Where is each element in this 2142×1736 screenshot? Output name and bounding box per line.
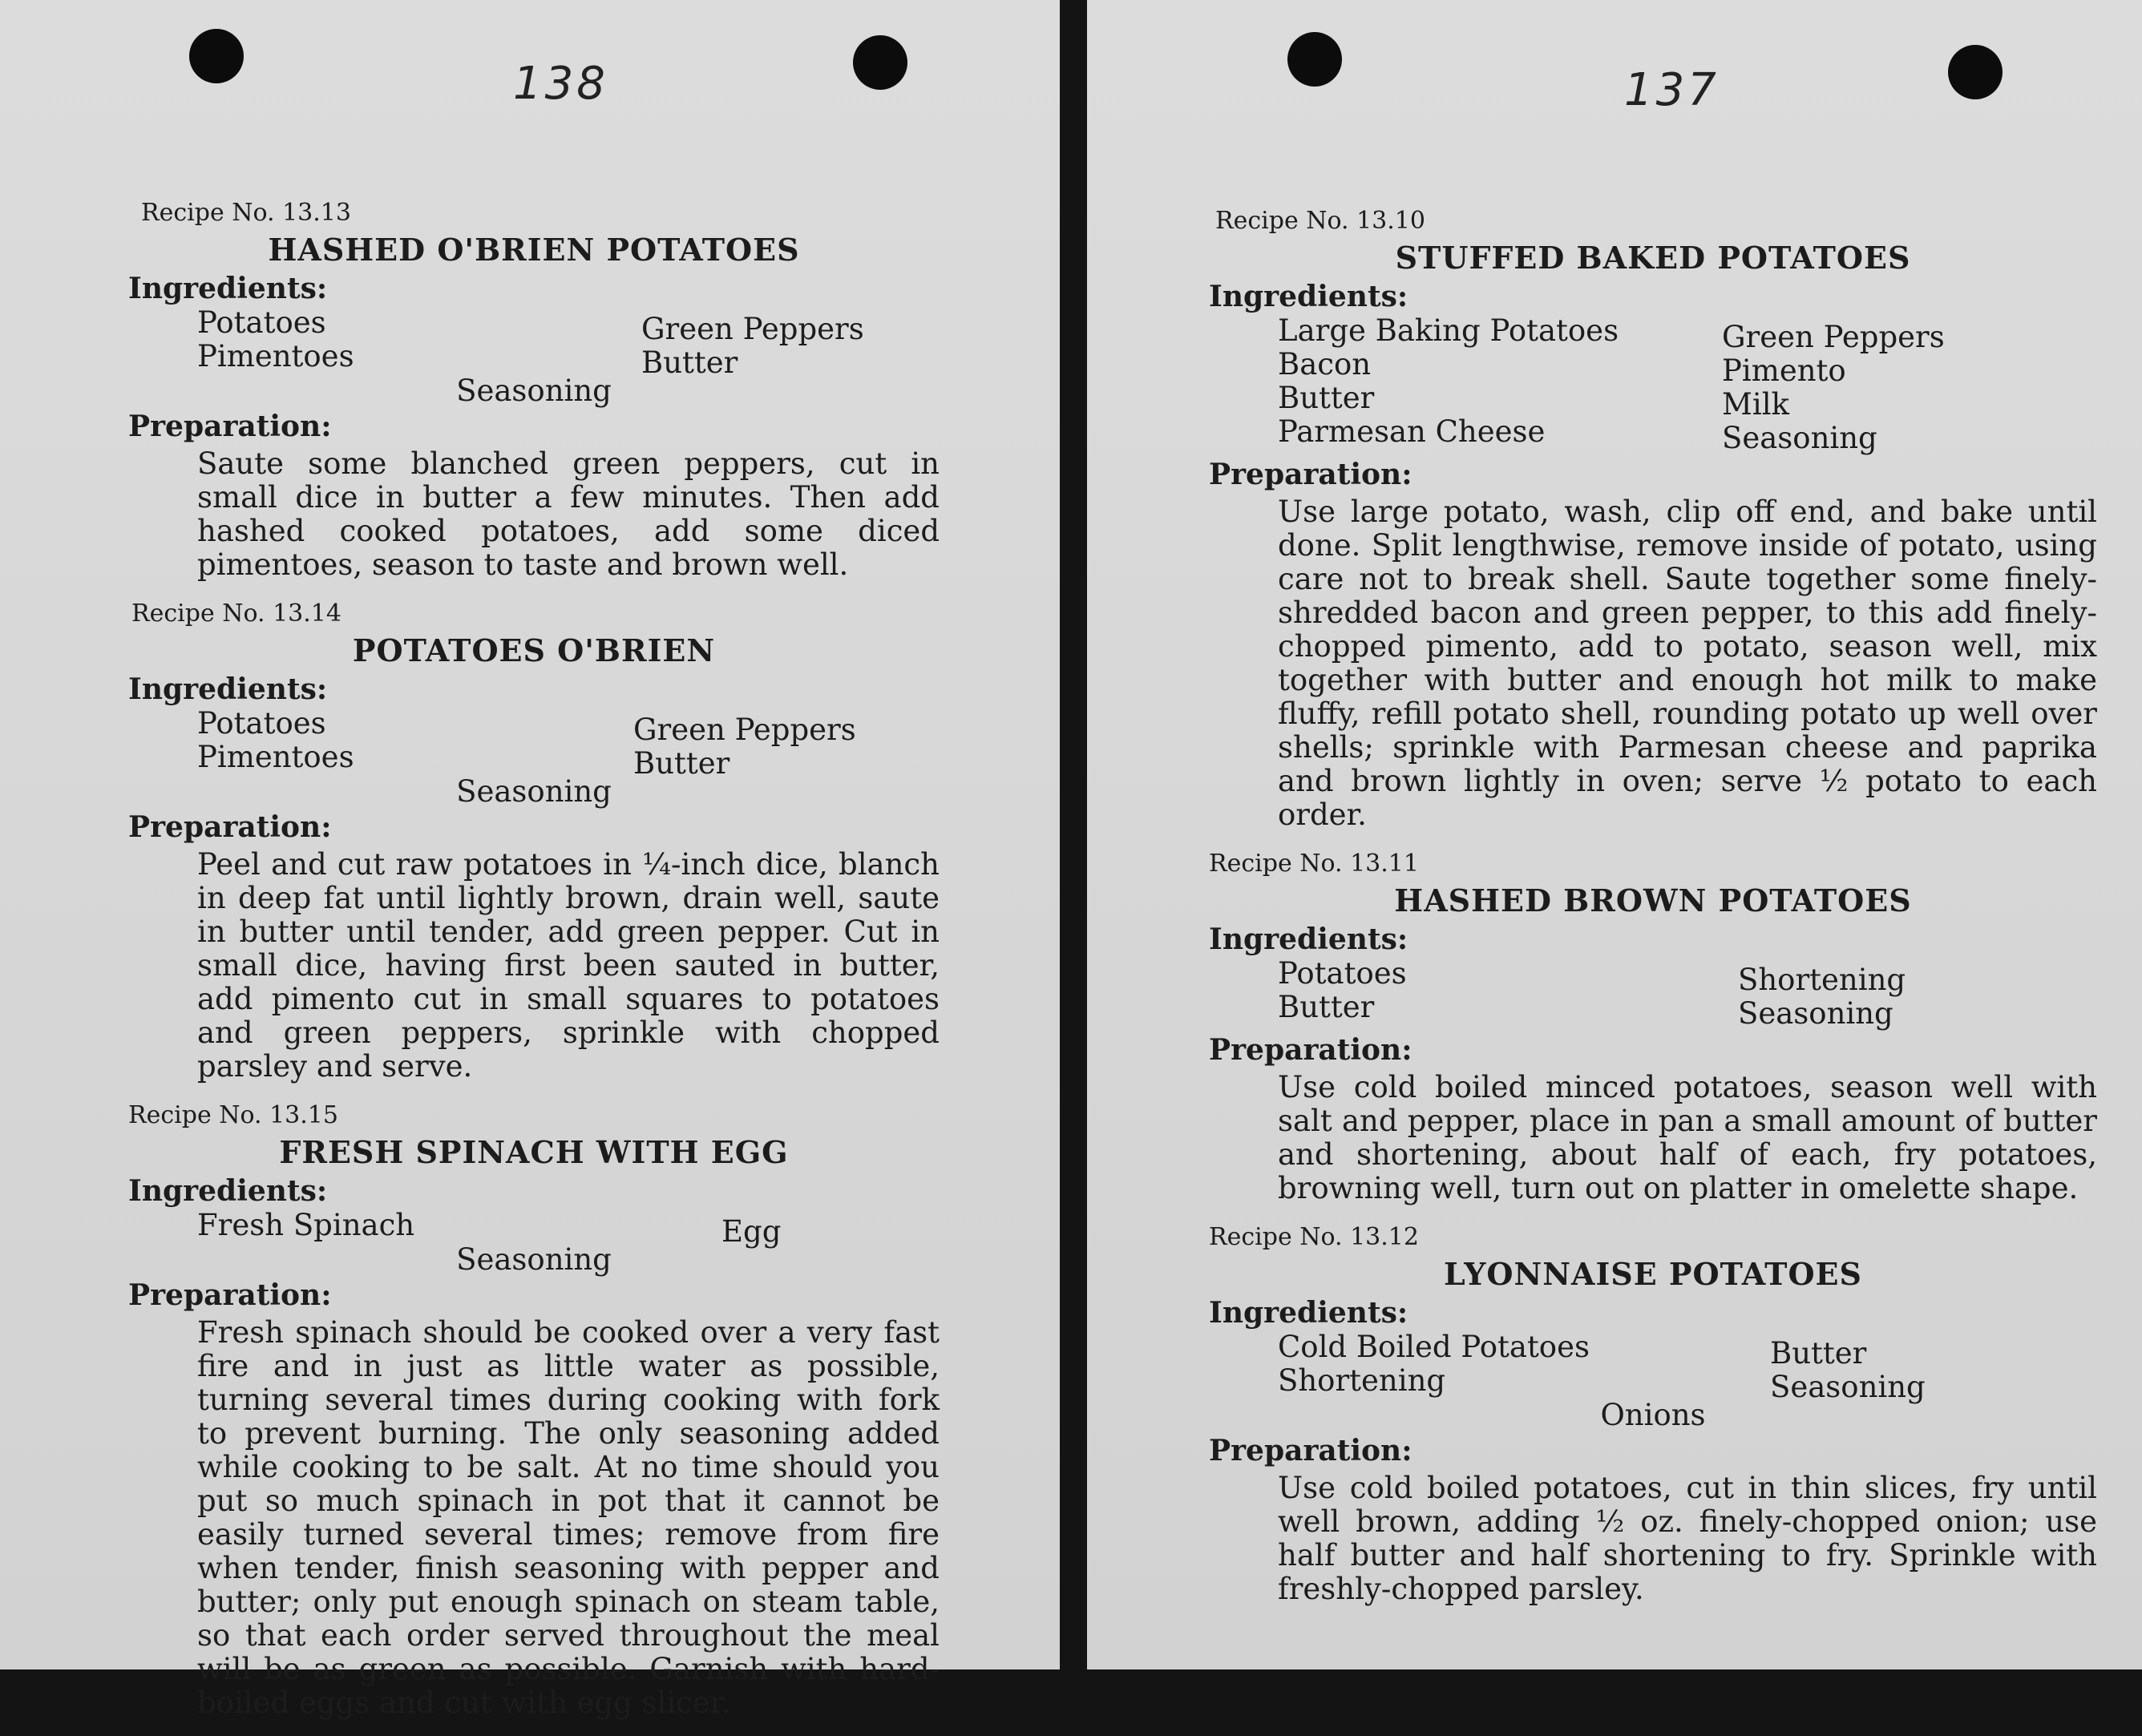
recipe-title: LYONNAISE POTATOES — [1444, 1256, 1862, 1292]
ingredients-label: Ingredients: — [1209, 923, 1408, 956]
ingredient: Butter — [1278, 990, 1375, 1024]
ingredient: Fresh Spinach — [197, 1208, 415, 1242]
ingredient: Shortening — [1738, 963, 1906, 997]
ingredients-list — [1209, 1330, 2097, 1404]
punch-hole — [853, 35, 907, 90]
recipe — [128, 1100, 940, 1720]
punch-hole — [189, 29, 244, 83]
preparation-label: Preparation: — [1209, 1033, 1413, 1067]
ingredients-column-right — [641, 313, 864, 380]
ingredient-center: Seasoning — [456, 373, 612, 408]
preparation-label: Preparation: — [128, 410, 332, 443]
ingredient: Pimentoes — [197, 339, 354, 373]
preparation-text: Use cold boiled minced potatoes, season well with salt and pepper, place in pan a small amount of butter and shortening, about half of each, fry potatoes, browning well, turn out on platter in omelette shape. — [1278, 1070, 2097, 1205]
ingredients-label: Ingredients: — [1209, 1296, 1408, 1330]
recipe-list — [128, 197, 940, 1736]
recipe-card-left — [0, 0, 1060, 1720]
recipe-number: Recipe No. 13.14 — [131, 600, 342, 628]
ingredient: Milk — [1722, 387, 1789, 422]
ingredients-column-right — [1770, 1337, 1926, 1404]
ingredient: Butter — [1770, 1336, 1867, 1371]
recipe-card-right — [1087, 0, 2142, 1669]
preparation-text: Use large potato, wash, clip off end, and bake until done. Split lengthwise, remove inside of potato, using care not to break shell. Saute together some finely-shredded bacon and green pepper, to this add finely-chopped pimento, add to potato, season well, mix together with butter and enough hot milk to make fluffy, refill potato shell, rounding potato up well over shells; sprinkle with Parmesan cheese and paprika and brown lightly in oven; serve ½ potato to each order. — [1278, 495, 2097, 832]
ingredients-column-right — [633, 713, 856, 781]
preparation-text: Peel and cut raw potatoes in ¼-inch dice, blanch in deep fat until lightly brown, drain well, saute in butter until tender, add green pepper. Cut in small dice, having first been sauted in butter, add pimento cut in small squares to potatoes and green peppers, sprinkle with chopped parsley and serve. — [197, 847, 940, 1084]
preparation-text: Fresh spinach should be cooked over a very fast fire and in just as little water as possible, turning several times during cooking with fork to prevent burning. The only seasoning added while cooking to be salt. At no time should you put so much spinach in pot that it cannot be easily turned several times; remove from fire when tender, finish seasoning with pepper and butter; only put enough spinach on steam table, so that each order served throughout the meal will be as green as possible. Garnish with hard-boiled eggs and cut with egg slicer. — [197, 1315, 940, 1720]
ingredients-list — [1209, 956, 2097, 1031]
ingredient: Egg — [721, 1214, 782, 1249]
ingredient: Green Peppers — [641, 312, 864, 346]
page-number: 138 — [513, 58, 608, 110]
ingredient: Parmesan Cheese — [1278, 414, 1546, 449]
preparation-label: Preparation: — [128, 810, 332, 844]
preparation-label: Preparation: — [128, 1278, 332, 1312]
preparation-label: Preparation: — [1209, 458, 1413, 491]
ingredient-center: Seasoning — [456, 1242, 612, 1277]
ingredients-column-left — [1209, 957, 2097, 1024]
recipe-list — [1209, 205, 2097, 1622]
ingredient: Cold Boiled Potatoes — [1278, 1330, 1590, 1364]
ingredient: Seasoning — [1738, 996, 1893, 1031]
ingredient: Shortening — [1278, 1363, 1446, 1398]
ingredient: Potatoes — [197, 706, 326, 741]
preparation-label: Preparation: — [1209, 1434, 1413, 1468]
ingredients-label: Ingredients: — [128, 672, 328, 706]
ingredient: Butter — [1278, 381, 1375, 415]
ingredient: Green Peppers — [633, 713, 856, 747]
recipe-number: Recipe No. 13.11 — [1209, 850, 1419, 878]
recipe — [1209, 848, 2097, 1205]
preparation-text: Use cold boiled potatoes, cut in thin slices, fry until well brown, adding ½ oz. finely-chopped onion; use half butter and half shortening to fry. Sprinkle with freshly-chopped parsley. — [1278, 1471, 2097, 1606]
ingredients-column-right — [1722, 321, 1945, 455]
ingredients-list — [128, 706, 940, 781]
recipe-title: HASHED BROWN POTATOES — [1394, 882, 1912, 918]
ingredients-column-right — [721, 1215, 781, 1249]
ingredient: Seasoning — [1722, 421, 1877, 455]
recipe-number: Recipe No. 13.12 — [1209, 1223, 1419, 1251]
ingredients-list — [128, 305, 940, 380]
ingredients-column-left — [128, 1209, 940, 1242]
recipe-title: HASHED O'BRIEN POTATOES — [268, 232, 800, 268]
recipe — [128, 598, 940, 1084]
ingredient: Butter — [633, 746, 730, 781]
ingredient-center: Onions — [1600, 1398, 1706, 1432]
recipe-title: STUFFED BAKED POTATOES — [1395, 240, 1911, 276]
page-number: 137 — [1624, 64, 1720, 116]
ingredients-label: Ingredients: — [128, 1174, 328, 1208]
ingredients-list — [128, 1208, 940, 1249]
ingredients-label: Ingredients: — [128, 272, 328, 305]
ingredients-label: Ingredients: — [1209, 280, 1408, 313]
ingredient: Potatoes — [197, 305, 326, 340]
ingredient: Potatoes — [1278, 956, 1407, 991]
ingredient: Pimento — [1722, 353, 1846, 388]
recipe — [1209, 1221, 2097, 1606]
ingredients-list — [1209, 313, 2097, 455]
ingredient: Green Peppers — [1722, 320, 1945, 354]
ingredient-center: Seasoning — [456, 774, 612, 809]
preparation-text: Saute some blanched green peppers, cut in small dice in butter a few minutes. Then add hashed cooked potatoes, add some diced pimentoes, season to taste and brown well. — [197, 446, 940, 582]
ingredient: Pimentoes — [197, 740, 354, 774]
recipe-title: POTATOES O'BRIEN — [352, 632, 716, 668]
ingredient: Bacon — [1278, 347, 1372, 382]
ingredient: Seasoning — [1770, 1370, 1926, 1404]
recipe — [128, 197, 940, 582]
recipe-title: FRESH SPINACH WITH EGG — [279, 1134, 789, 1170]
ingredients-column-left — [1209, 314, 2097, 449]
punch-hole — [1948, 45, 2003, 99]
recipe-number: Recipe No. 13.15 — [128, 1101, 338, 1129]
ingredients-column-left — [1209, 1330, 2097, 1398]
recipe-number: Recipe No. 13.13 — [141, 199, 351, 227]
punch-hole — [1287, 32, 1342, 87]
recipe-number: Recipe No. 13.10 — [1215, 207, 1425, 235]
recipe — [1209, 205, 2097, 832]
ingredient: Large Baking Potatoes — [1278, 313, 1619, 348]
ingredients-column-right — [1738, 963, 1906, 1031]
ingredient: Butter — [641, 345, 738, 380]
